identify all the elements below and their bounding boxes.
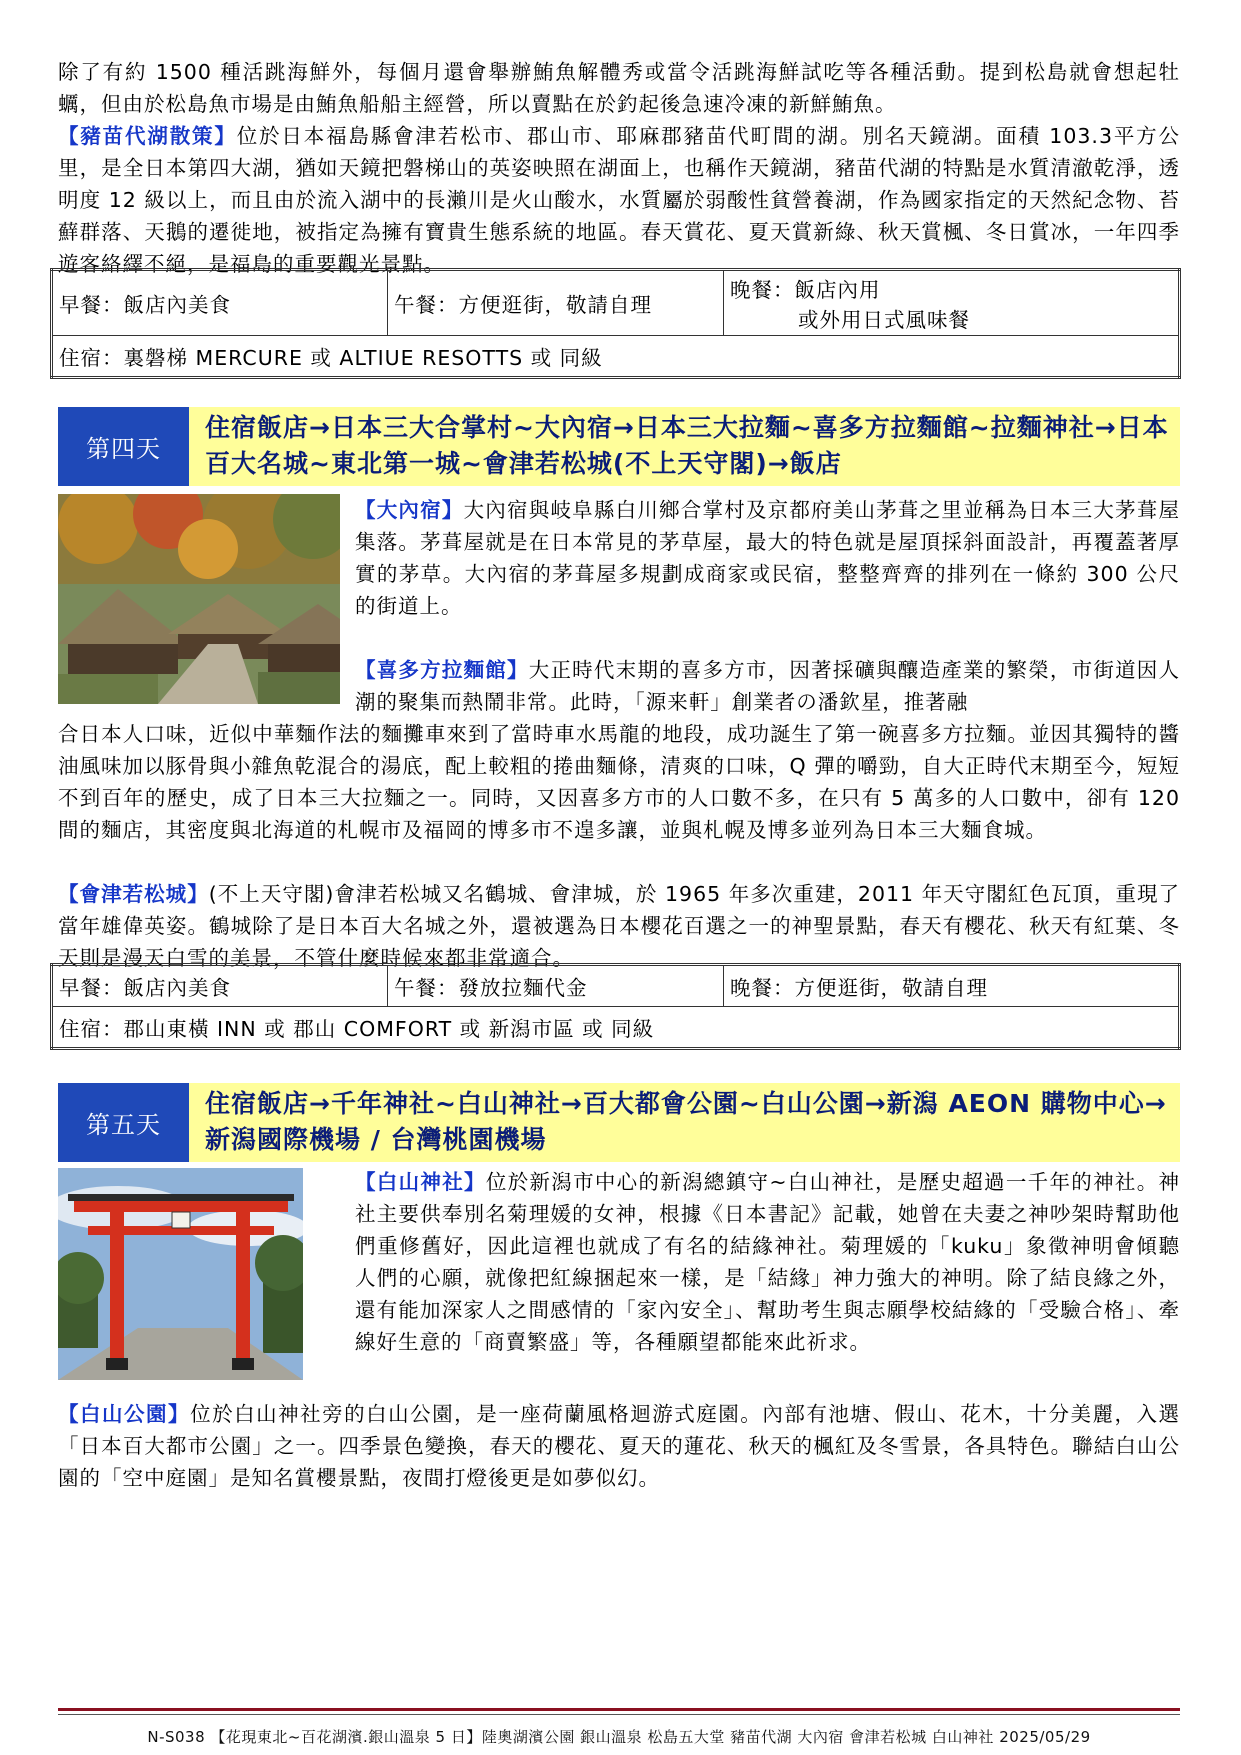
inawashiro-paragraph: 【豬苗代湖散策】位於日本福島縣會津若松市、郡山市、耶麻郡豬苗代町間的湖。別名天鏡湖。面積 103.3平方公里，是全日本第四大湖，猶如天鏡把磐梯山的英姿映照在湖面上，也稱作天鏡湖，豬苗代湖的特點是水質清澈乾淨，透明度 12 級以上，而且由於流入湖中的長瀨川是火山酸水，水質屬於弱酸性貧營養湖，作為國家指定的天然紀念物、苔蘚群落、天鵝的遷徙地，被指定為擁有寶貴生態系統的地區。春天賞花、夏天賞新綠、秋天賞楓、冬日賞冰，一年四季遊客絡繹不絕，是福島的重要觀光景點。 [58, 124, 1181, 276]
day5-header [58, 1083, 1180, 1162]
kitakata-tag: 【喜多方拉麵館】 [355, 658, 529, 682]
hakusan-tag: 【白山神社】 [355, 1170, 486, 1194]
aizu-tag: 【會津若松城】 [58, 882, 209, 906]
day3-lunch: 午餐：方便逛街，敬請自理 [388, 270, 724, 336]
aizu-paragraph: 【會津若松城】(不上天守閣)會津若松城又名鶴城、會津城，於 1965 年多次重建，2011 年天守閣紅色瓦頂，重現了當年雄偉英姿。鶴城除了是日本百大名城之外，還被選為日本櫻花百選之一的神聖景點，春天有櫻花、秋天有紅葉、冬天則是漫天白雪的美景，不管什麼時候來都非常適合。 [58, 882, 1180, 970]
day3-dinner: 晚餐：飯店內用 或外用日式風味餐 [724, 270, 1180, 336]
day3-hotel: 住宿：裏磐梯 MERCURE 或 ALTIUE RESOTTS 或 同級 [52, 336, 1180, 378]
day4-breakfast: 早餐：飯店內美食 [52, 965, 388, 1007]
day4-hotel: 住宿：郡山東橫 INN 或 郡山 COMFORT 或 新潟市區 或 同級 [52, 1007, 1180, 1049]
footer-rule-thin [58, 1714, 1180, 1715]
kitakata-paragraph-1: 【喜多方拉麵館】大正時代末期的喜多方市，因著採礦與釀造產業的繁榮，市街道因人潮的聚集而熱鬧非常。此時，「源来軒」創業者の潘欽星，推著融 [355, 658, 1181, 714]
day5-badge: 第五天 [58, 1083, 189, 1162]
inawashiro-tag: 【豬苗代湖散策】 [58, 124, 237, 148]
day4-lunch: 午餐：發放拉麵代金 [388, 965, 724, 1007]
hakusan-paragraph: 【白山神社】位於新潟市中心的新潟總鎮守~白山神社，是歷史超過一千年的神社。神社主要供奉別名菊理媛的女神，根據《日本書記》記載，她曾在夫妻之神吵架時幫助他們重修舊好，因此這裡也就成了有名的結緣神社。菊理媛的「kuku」象徵神明會傾聽人們的心願，就像把紅線捆起來一樣，是「結緣」神力強大的神明。除了結良緣之外，還有能加深家人之間感情的「家內安全」、幫助考生與志願學校結緣的「受驗合格」、牽線好生意的「商賣繁盛」等，各種願望都能來此祈求。 [355, 1170, 1180, 1354]
day3-meal-table [50, 268, 1181, 379]
day4-route: 住宿飯店→日本三大合掌村~大內宿→日本三大拉麵~喜多方拉麵館~拉麵神社→日本百大名城~東北第一城~會津若松城(不上天守閣)→飯店 [205, 413, 1169, 478]
hakusan-park-tag: 【白山公園】 [58, 1402, 191, 1426]
day5-route: 住宿飯店→千年神社~白山神社→百大都會公園~白山公園→新潟 AEON 購物中心→新潟國際機場 / 台灣桃園機場 [205, 1089, 1167, 1154]
ouchi-juku-photo [58, 494, 340, 704]
day4-dinner: 晚餐：方便逛街，敬請自理 [724, 965, 1180, 1007]
day4-badge: 第四天 [58, 407, 189, 486]
day3-breakfast: 早餐：飯店內美食 [52, 270, 388, 336]
day4-header [58, 407, 1180, 486]
ouchi-tag: 【大內宿】 [355, 498, 464, 522]
matsushima-paragraph: 除了有約 1500 種活跳海鮮外，每個月還會舉辦鮪魚解體秀或當令活跳海鮮試吃等各種活動。提到松島就會想起牡蠣，但由於松島魚市場是由鮪魚船船主經營，所以賣點在於釣起後急速冷凍的新鮮鮪魚。 [58, 60, 1180, 116]
footer-text: N-S038 【花現東北~百花湖濱.銀山溫泉 5 日】陸奧湖濱公園 銀山溫泉 松島五大堂 豬苗代湖 大內宿 會津若松城 白山神社 2025/05/29 [147, 1728, 1091, 1746]
ouchi-paragraph: 【大內宿】大內宿與岐阜縣白川鄉合掌村及京都府美山茅葺之里並稱為日本三大茅葺屋集落。茅葺屋就是在日本常見的茅草屋，最大的特色就是屋頂採斜面設計，再覆蓋著厚實的茅草。大內宿的茅葺屋多規劃成商家或民宿，整整齊齊的排列在一條約 300 公尺的街道上。 [355, 498, 1181, 618]
footer-rule [58, 1708, 1180, 1711]
day4-meal-table [50, 963, 1181, 1050]
kitakata-paragraph-2: 合日本人口味，近似中華麵作法的麵攤車來到了當時車水馬龍的地段，成功誕生了第一碗喜多方拉麵。並因其獨特的醬油風味加以豚骨與小雜魚乾混合的湯底，配上較粗的捲曲麵條，清爽的口味，Q 彈的嚼勁，自大正時代末期至今，短短不到百年的歷史，成了日本三大拉麵之一。同時，又因喜多方市的人口數不多，在只有 5 萬多的人口數中，卻有 120 間的麵店，其密度與北海道的札幌市及福岡的博多市不遑多讓，並與札幌及博多並列為日本三大麵食城。 [58, 722, 1180, 842]
hakusan-park-paragraph: 【白山公園】位於白山神社旁的白山公園，是一座荷蘭風格迴游式庭園。內部有池塘、假山、花木，十分美麗，入選「日本百大都市公園」之一。四季景色變換，春天的櫻花、夏天的蓮花、秋天的楓紅及冬雪景，各具特色。聯結白山公園的「空中庭園」是知名賞櫻景點，夜間打燈後更是如夢似幻。 [58, 1402, 1180, 1490]
hakusan-shrine-photo [58, 1168, 303, 1380]
